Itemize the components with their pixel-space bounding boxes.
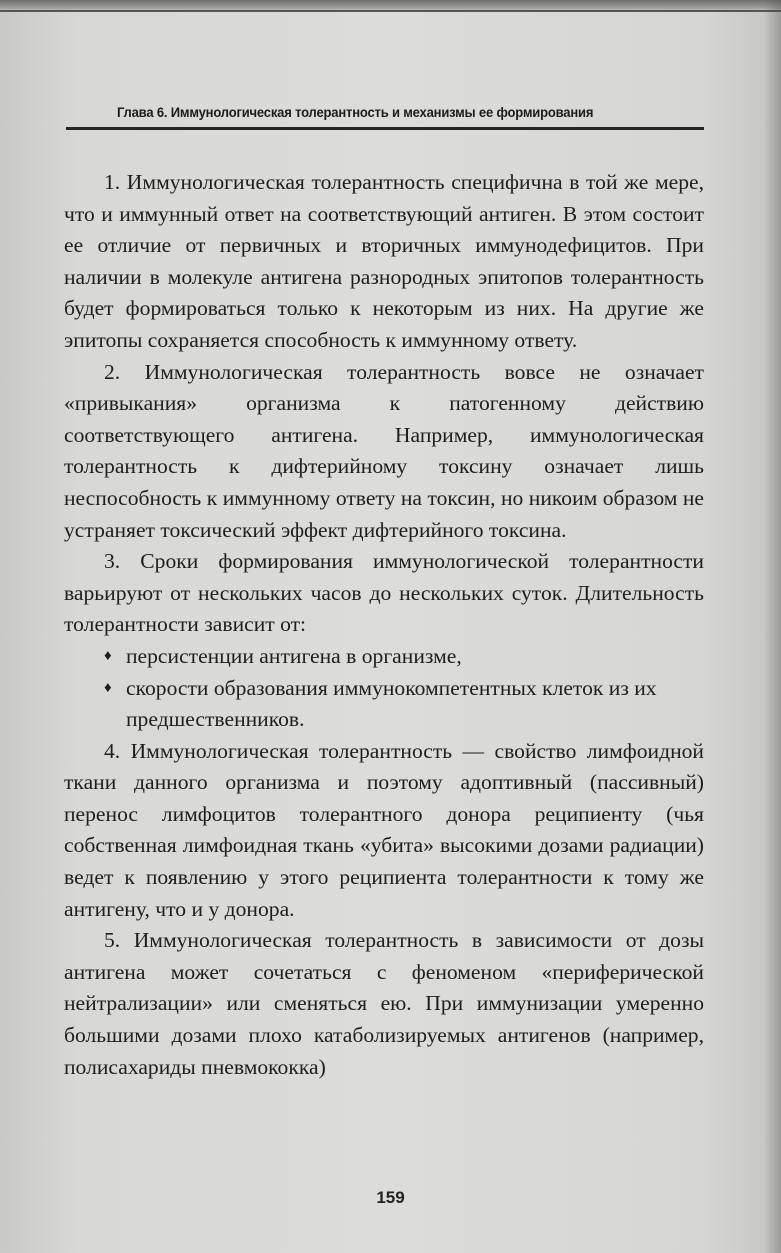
paragraph-2: 2. Иммунологическая толерантность вовсе не означает «привыкания» организма к патогенному действию соответствующего антигена. Например, иммунологическая толерантность к дифтерийному токсину означает лишь неспособность к иммунному ответу на токсин, но никоим образом не устраняет токсический эффект дифтерийного токсина. bbox=[64, 359, 704, 542]
paragraph-3: 3. Сроки формирования иммунологической толерантности варьируют от нескольких часов до нескольких суток. Длительность толерантности зависит от: bbox=[64, 549, 704, 637]
list-item-text: персистенции антигена в организме, bbox=[126, 643, 462, 668]
list-item bbox=[104, 673, 704, 736]
header-rule bbox=[66, 127, 704, 130]
list-item-text: скорости образования иммунокомпетентных клеток из их предшественников. bbox=[126, 675, 657, 732]
paragraph-5: 5. Иммунологическая толерантность в зависимости от дозы антигена может сочетаться с феноменом «периферической нейтрализации» или сменяться ею. При иммунизации умеренно большими дозами плохо катаболизируемых антигенов (например, полисахариды пневмококка) bbox=[64, 928, 704, 1079]
diamond-bullet-icon: ♦ bbox=[104, 679, 112, 696]
paragraph-4: 4. Иммунологическая толерантность — свойство лимфоидной ткани данного организма и поэтому адоптивный (пассивный) перенос лимфоцитов толерантного донора реципиенту (чья собственная лимфоидная ткань «убита» высокими дозами радиации) ведет к появлению у этого реципиента толерантности к тому же антигену, что и у донора. bbox=[64, 738, 704, 921]
diamond-bullet-icon: ♦ bbox=[104, 647, 112, 664]
page-number: 159 bbox=[376, 1188, 405, 1207]
running-header: Глава 6. Иммунологическая толерантность и механизмы ее формирования bbox=[117, 104, 594, 120]
body-text bbox=[64, 167, 704, 1083]
paragraph-1: 1. Иммунологическая толерантность специфична в той же мере, что и иммунный ответ на соответствующий антиген. В этом состоит ее отличие от первичных и вторичных иммунодефицитов. При наличии в молекуле антигена разнородных эпитопов толерантность будет формироваться только к некоторым из них. На другие же эпитопы сохраняется способность к иммунному ответу. bbox=[64, 170, 704, 352]
bullet-list bbox=[64, 641, 704, 736]
list-item bbox=[104, 641, 704, 673]
page-top-line bbox=[0, 10, 781, 12]
page-right-shadow bbox=[763, 0, 781, 1253]
